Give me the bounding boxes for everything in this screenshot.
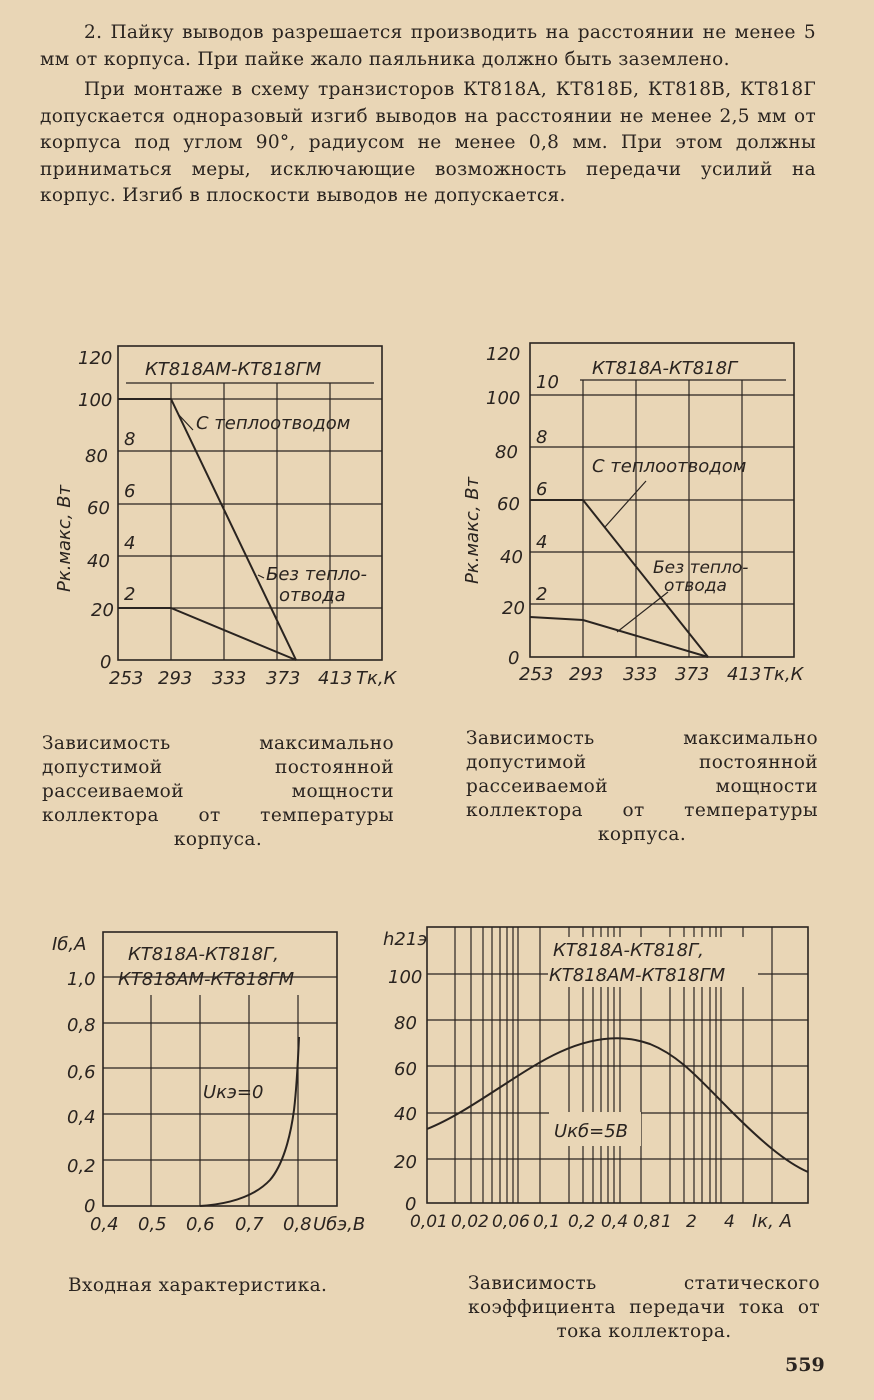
chart1-ytick: 120 <box>78 348 113 369</box>
chart1-line-without-heatsink <box>118 608 296 660</box>
chart4-xtick: 0,01 <box>410 1212 448 1232</box>
chart4-ytick: 20 <box>394 1152 417 1173</box>
chart4-h21-curve <box>427 1038 808 1172</box>
chart-2 <box>530 343 794 657</box>
chart2-y2tick: 8 <box>536 427 548 448</box>
caption-1: Зависимость максимально допустимой постоянной рассеиваемой мощности коллектора от температуры корпуса. <box>42 733 394 850</box>
chart3-xtick: 0,8 <box>283 1214 312 1235</box>
chart4-ytick: 80 <box>394 1013 417 1034</box>
chart1-line-with-heatsink <box>118 399 296 660</box>
chart4-title: КТ818А-КТ818Г, <box>553 940 704 961</box>
chart3-ytick: 0 <box>84 1196 96 1217</box>
chart2-xtick: 373 <box>675 664 710 685</box>
page-number: 559 <box>785 1354 825 1376</box>
chart1-ytick: 100 <box>78 390 113 411</box>
chart1-xtick: 413 <box>318 668 353 689</box>
chart4-xtick: 0,2 <box>568 1212 596 1232</box>
chart2-xtick: 253 <box>519 664 554 685</box>
chart2-ytick: 80 <box>495 442 518 463</box>
chart4-xtick: 0,4 <box>601 1212 629 1232</box>
chart-1 <box>118 346 382 660</box>
chart2-title: КТ818А-КТ818Г <box>592 358 738 379</box>
chart4-ylabel: h21э <box>383 929 428 950</box>
chart2-xtick: 293 <box>569 664 604 685</box>
chart4-xtick: 0,06 <box>492 1212 530 1232</box>
chart1-xlabel: Tк,К <box>356 668 397 689</box>
chart4-ytick: 100 <box>388 967 423 988</box>
chart1-y2tick: 6 <box>124 481 136 502</box>
chart2-y2tick: 4 <box>536 532 548 553</box>
chart1-ytick: 0 <box>100 652 112 673</box>
chart3-ytick: 0,2 <box>67 1156 96 1177</box>
chart4-ytick: 40 <box>394 1104 417 1125</box>
chart2-ytick: 120 <box>486 344 521 365</box>
caption-4: Зависимость статического коэффициента передачи тока от тока коллектора. <box>468 1273 820 1342</box>
chart4-ytick: 60 <box>394 1059 417 1080</box>
chart3-ytick: 1,0 <box>67 969 96 990</box>
chart2-ylabel: Pк.макс, Вт <box>462 476 483 584</box>
chart3-title: КТ818А-КТ818Г, <box>128 944 279 965</box>
caption-2: Зависимость максимально допустимой постоянной рассеиваемой мощности коллектора от температуры корпуса. <box>466 728 818 845</box>
chart1-ytick: 40 <box>87 551 110 572</box>
chart4-xtick: 2 <box>686 1212 697 1232</box>
chart1-label-heatsink: С теплоотводом <box>196 413 351 434</box>
chart2-label-noheatsink-1: Без тепло- <box>653 558 749 578</box>
chart3-subtitle: КТ818АМ-КТ818ГМ <box>118 969 295 990</box>
chart1-ytick: 60 <box>87 498 110 519</box>
caption-3: Входная характеристика. <box>68 1275 328 1296</box>
chart4-subtitle: КТ818АМ-КТ818ГМ <box>549 965 726 986</box>
chart1-title: КТ818АМ-КТ818ГМ <box>145 359 322 380</box>
chart3-ytick: 0,8 <box>67 1015 96 1036</box>
chart2-y2tick: 6 <box>536 479 548 500</box>
chart1-xtick: 373 <box>266 668 301 689</box>
chart2-label-noheatsink-2: отвода <box>664 576 727 596</box>
chart3-xtick: 0,4 <box>90 1214 119 1235</box>
chart2-ytick: 60 <box>497 494 520 515</box>
chart2-y2tick: 2 <box>536 584 548 605</box>
chart2-xtick: 333 <box>623 664 658 685</box>
chart4-xtick: 0,8 <box>633 1212 661 1232</box>
chart2-ytick: 20 <box>502 598 525 619</box>
chart1-label-noheatsink-2: отвода <box>279 585 346 606</box>
chart1-ytick: 20 <box>91 600 114 621</box>
chart2-xlabel: Tк,К <box>763 664 804 685</box>
chart1-label-noheatsink-1: Без тепло- <box>266 564 368 585</box>
chart2-ytick: 0 <box>508 648 520 669</box>
chart4-annotation: Uкб=5В <box>554 1121 629 1142</box>
chart4-xtick: 0,1 <box>533 1212 561 1232</box>
chart1-y2tick: 8 <box>124 429 136 450</box>
chart4-xtick: 0,02 <box>451 1212 489 1232</box>
chart4-ytick: 0 <box>405 1194 417 1215</box>
chart3-ytick: 0,4 <box>67 1107 96 1128</box>
chart1-xtick: 253 <box>109 668 144 689</box>
chart1-y2tick: 4 <box>124 533 136 554</box>
chart3-xtick: 0,6 <box>186 1214 215 1235</box>
chart1-xtick: 293 <box>158 668 193 689</box>
chart2-ytick: 40 <box>500 547 523 568</box>
chart2-label-heatsink: С теплоотводом <box>592 456 747 477</box>
chart1-ylabel: Pк.макс, Вт <box>54 484 75 592</box>
chart1-ytick: 80 <box>85 446 108 467</box>
chart3-ytick: 0,6 <box>67 1062 96 1083</box>
chart3-xtick: 0,5 <box>138 1214 167 1235</box>
paragraph-1: 2. Пайку выводов разрешается производить на расстоянии не менее 5 мм от корпуса. При пайке жало паяльника должно быть заземлено. <box>40 22 816 70</box>
chart2-y2tick: 10 <box>536 372 559 393</box>
chart2-xtick: 413 <box>727 664 762 685</box>
chart3-ylabel: Iб,А <box>52 934 87 955</box>
chart3-xlabel: Uбэ,В <box>313 1214 366 1235</box>
chart3-xtick: 0,7 <box>235 1214 264 1235</box>
chart3-annotation: Uкэ=0 <box>203 1082 264 1103</box>
chart2-ytick: 100 <box>486 388 521 409</box>
chart4-xtick: 4 <box>724 1212 735 1232</box>
paragraph-2: При монтаже в схему транзисторов КТ818А, КТ818Б, КТ818В, КТ818Г допускается одноразовый изгиб выводов на расстоянии не менее 2,5 мм от корпуса под углом 90°, радиусом не менее 0,8 мм. При этом должны приниматься меры, исключающие возможность передачи усилий на корпус. Изгиб в плоскости выводов не допускается. <box>40 79 816 206</box>
chart4-xlabel: Iк, А <box>752 1211 792 1232</box>
chart1-xtick: 333 <box>212 668 247 689</box>
chart4-xtick: 1 <box>661 1212 672 1232</box>
chart1-y2tick: 2 <box>124 584 136 605</box>
